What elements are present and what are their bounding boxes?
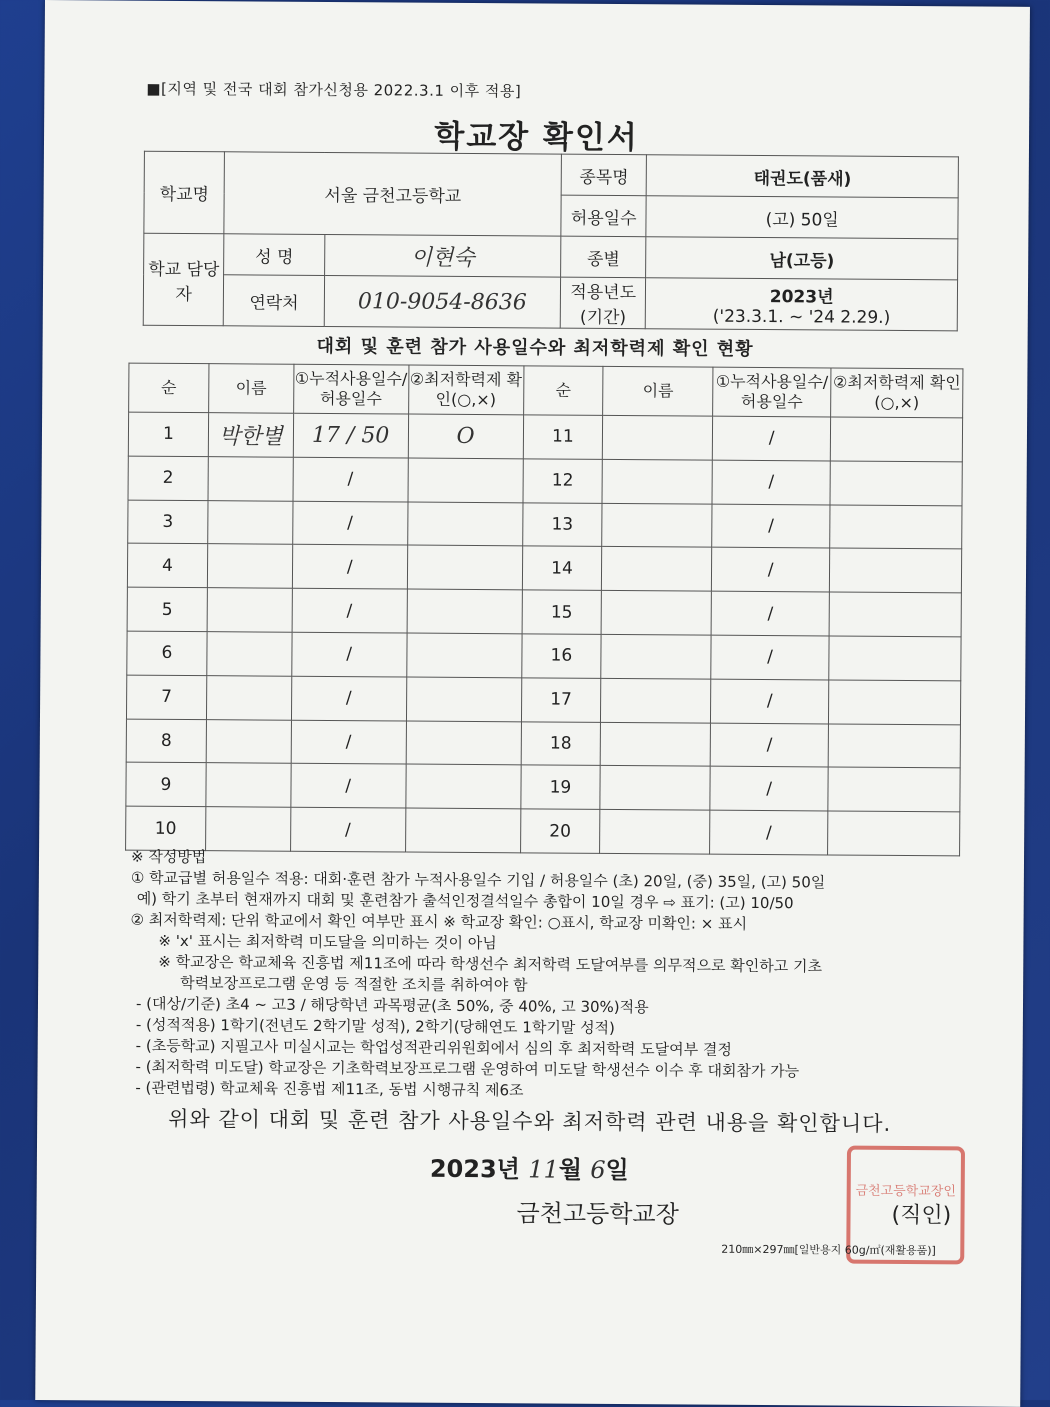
row-no-right: 15 [522,590,602,634]
type-label: 종별 [561,236,647,278]
school-info-table [143,151,959,332]
event-label: 종목명 [561,154,647,196]
note-line: ※ 학교장은 학교체육 진흥법 제11조에 따라 학생선수 최저학력 도달여부를 의무적으로 확인하고 기초 [158,952,823,976]
date-month-unit: 월 [558,1155,583,1184]
row-name: 박한별 [208,413,293,457]
note-line: ② 최저학력제: 단위 학교에서 확인 여부만 표시 ※ 학교장 확인: ○표시, 학교장 미확인: × 표시 [130,910,748,933]
row-days: / [292,588,407,633]
seal-text: 금천고등학교장인 [855,1183,956,1200]
table-row [127,631,961,681]
row-no-right: 19 [520,765,600,809]
row-no-right: 13 [522,502,602,546]
row-name [205,807,290,851]
allowed-days-label: 허용일수 [561,195,647,237]
note-line: 학력보장프로그램 운영 등 적절한 조치를 취하여야 함 [180,973,528,995]
staff-name-label: 성 명 [224,234,325,276]
paper-spec-note: 210㎜×297㎜[일반용지 60g/㎡(재활용품)] [721,1242,936,1258]
row-confirm-right [829,636,961,681]
col-header-name-right: 이름 [603,366,713,416]
row-days-right: / [712,460,830,505]
writing-instructions [129,847,961,1105]
note-line: ※ 'x' 표시는 최저학력 미도달을 의미하는 것이 아님 [158,931,497,953]
row-days-right: / [711,679,829,724]
document-paper [35,0,1030,1407]
year-value-cell [646,278,958,331]
row-days: / [292,501,407,546]
row-name [207,588,292,632]
table-row [128,500,962,550]
date-day: 6 [590,1155,606,1184]
staff-name-value: 이현숙 [324,234,560,277]
row-name [207,544,292,588]
row-no: 5 [127,587,207,631]
row-name-right [600,810,710,855]
col-header-name: 이름 [209,364,294,414]
row-days: / [293,457,408,502]
note-line: ① 학교급별 허용일수 적용: 대회·훈련 참가 누적사용일수 기입 / 허용일수 (초) 20일, (중) 35일, (고) 50일 [130,868,826,892]
row-name-right [601,591,711,636]
type-value: 남(고등) [646,237,958,280]
row-days: / [290,807,405,852]
row-no: 1 [128,412,208,456]
row-name [206,675,291,719]
row-days: / [291,676,406,721]
seal-label: (직인) [891,1202,952,1229]
row-no-right: 12 [523,459,603,503]
row-days-right: / [710,723,828,768]
allowed-days-value: (고) 50일 [646,196,958,239]
date-year: 2023년 [429,1154,520,1184]
col-header-no: 순 [129,363,209,413]
row-confirm: O [408,414,523,459]
contact-value: 010-9054-8636 [324,275,561,328]
school-name-label: 학교명 [144,151,225,234]
document-title: 학교장 확인서 [434,118,639,157]
row-confirm-right [830,505,962,550]
row-days: / [291,764,406,809]
staff-label: 학교 담당자 [143,233,224,326]
note-line: 예) 학기 초부터 현재까지 대회 및 훈련참가 출석인정결석일수 총합이 10일 경우 ⇨ 표기: (고) 10/50 [136,889,794,913]
note-line: - (성적적용) 1학기(전년도 2학기말 성적), 2학기(당해연도 1학기말 성적) [135,1015,616,1038]
row-no: 7 [126,675,206,719]
col-header-confirm-right: ②최저학력제 확인(○,×) [831,368,963,418]
row-confirm [405,764,520,809]
row-no: 10 [126,806,206,850]
school-name-value: 서울 금천고등학교 [224,152,561,236]
row-confirm [407,589,522,634]
row-confirm-right [829,592,961,637]
row-days-right: / [712,504,830,549]
table-row [128,412,962,462]
principal-signature: 금천고등학교장 [516,1199,679,1229]
row-days-right: / [711,591,829,636]
table-row [126,675,960,725]
row-confirm-right [828,767,960,812]
row-no-right: 14 [522,546,602,590]
row-confirm-right [830,461,962,506]
row-name-right [603,415,713,460]
note-line: - (대상/기준) 초4 ~ 고3 / 해당학년 과목평균(초 50%, 중 40%, 고 30%)적용 [135,994,649,1017]
row-name-right [601,722,711,767]
table-row [126,719,960,769]
col-header-days: ①누적사용일수/허용일수 [293,364,408,414]
notes-heading: ※ 작성방법 [130,847,207,867]
col-header-days-right: ①누적사용일수/허용일수 [713,367,831,417]
year-label: 적용년도 [570,282,637,304]
row-no: 8 [126,719,206,763]
row-no-right: 20 [520,809,600,853]
row-confirm-right [828,811,960,856]
date-day-unit: 일 [605,1155,629,1185]
row-confirm [406,721,521,766]
row-days-right: / [713,416,831,461]
note-line: - (최저학력 미도달) 학교장은 기초학력보장프로그램 운영하여 미도달 학생선수 이수 후 대회참가 가능 [135,1057,800,1081]
row-confirm [407,545,522,590]
period-value: ('23.3.1. ~ '24 2.29.) [712,306,891,328]
row-name [208,456,293,500]
row-confirm [406,633,521,678]
row-no: 9 [126,762,206,806]
participation-table [125,363,963,857]
row-name-right [600,766,710,811]
row-name-right [602,547,712,592]
year-label-period: (기간) [579,307,627,329]
row-name-right [602,459,712,504]
date-month: 11 [528,1155,559,1184]
row-name [207,632,292,676]
row-days: / [292,545,407,590]
row-no: 6 [127,631,207,675]
row-no: 4 [127,543,207,587]
row-days: / [292,632,407,677]
table-row [126,762,960,812]
row-name-right [602,503,712,548]
row-no-right: 18 [521,721,601,765]
row-no: 3 [128,500,208,544]
row-confirm [407,502,522,547]
col-header-confirm: ②최저학력제 확인(○,×) [408,365,523,415]
confirmation-statement: 위와 같이 대회 및 훈련 참가 사용일수와 최저학력 관련 내용을 확인합니다. [168,1106,892,1136]
note-line: - (초등학교) 지필고사 미실시교는 학업성적관리위원회에서 심의 후 최저학력 도달여부 결정 [135,1036,732,1059]
row-name [208,500,293,544]
row-confirm-right [830,417,962,462]
contact-label: 연락처 [224,275,325,327]
note-line: - (관련법령) 학교체육 진흥법 제11조, 동법 시행규칙 제6조 [135,1078,524,1100]
row-name [206,763,291,807]
row-days-right: / [710,767,828,812]
row-days-right: / [710,810,828,855]
row-no-right: 17 [521,678,601,722]
row-days-right: / [711,635,829,680]
table-row [127,543,961,593]
row-days-right: / [712,548,830,593]
row-confirm [406,677,521,722]
row-confirm-right [828,724,960,769]
row-no-right: 11 [523,415,603,459]
year-label-cell [560,277,646,329]
row-confirm-right [829,680,961,725]
row-confirm-right [829,548,961,593]
form-usage-note: ■[지역 및 전국 대회 참가신청용 2022.3.1 이후 적용] [146,79,522,101]
row-no: 2 [128,456,208,500]
row-confirm [405,808,520,853]
row-name-right [601,634,711,679]
year-value: 2023년 [769,286,834,308]
row-name [206,719,291,763]
event-value: 태권도(품새) [647,155,959,198]
col-header-no-right: 순 [523,366,603,416]
row-days: / [291,720,406,765]
row-no-right: 16 [521,634,601,678]
row-confirm [408,458,523,503]
table-row [127,587,961,637]
row-days: 17 / 50 [293,413,408,458]
table-subtitle: 대회 및 훈련 참가 사용일수와 최저학력제 확인 현황 [316,335,754,360]
table-row [128,456,962,506]
row-name-right [601,678,711,723]
